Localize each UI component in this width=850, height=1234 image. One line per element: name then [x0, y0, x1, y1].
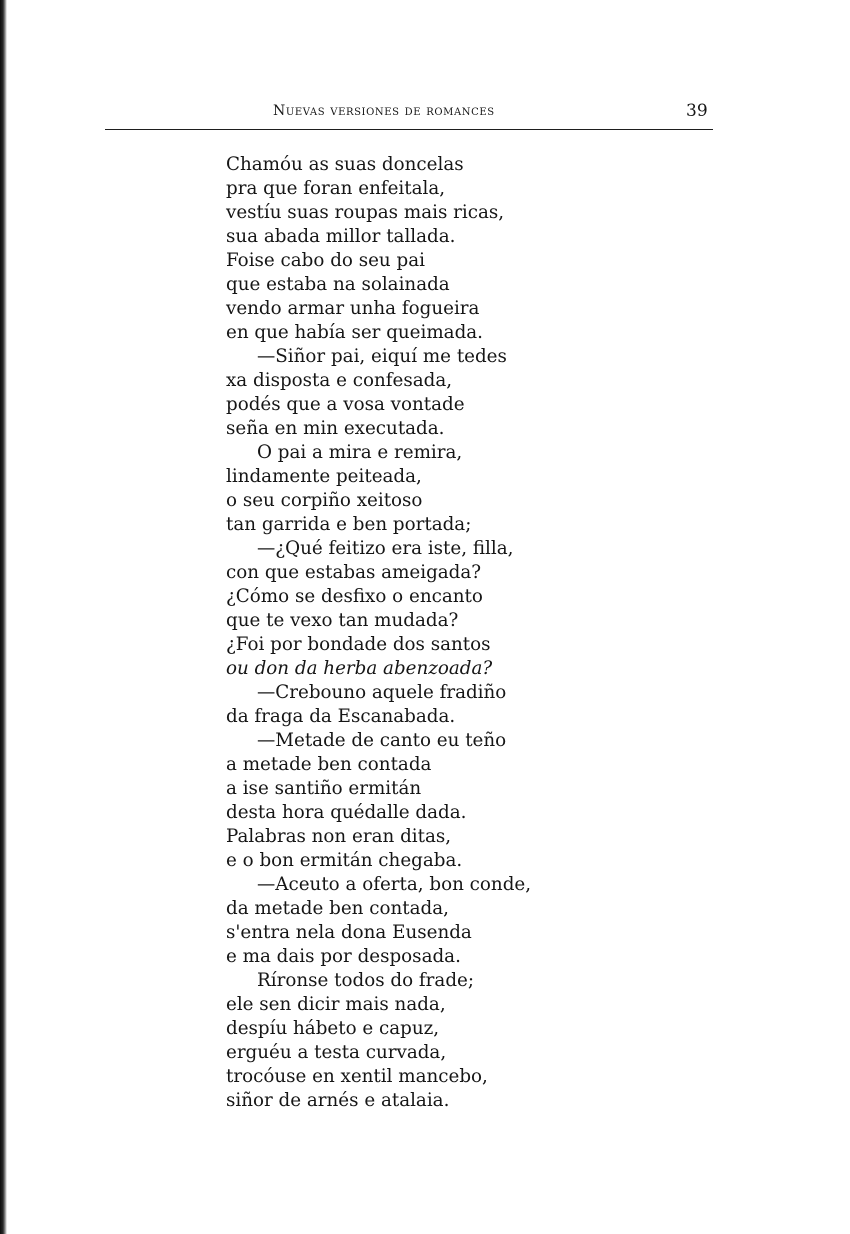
header-rule — [105, 129, 713, 130]
poem-line: desta hora quédalle dada. — [226, 802, 467, 823]
poem-line: da fraga da Escanabada. — [226, 706, 456, 727]
poem-body — [226, 153, 531, 1113]
poem-line: a ise santiño ermitán — [226, 778, 422, 799]
page-binding-edge — [0, 0, 7, 1234]
poem-line: siñor de arnés e atalaia. — [226, 1090, 450, 1111]
poem-line-italic: ou don da herba abenzoada? — [226, 658, 493, 679]
poem-line: xa disposta e confesada, — [226, 370, 453, 391]
poem-line — [226, 657, 531, 681]
poem-line: a metade ben contada — [226, 754, 432, 775]
poem-line: vendo armar unha fogueira — [226, 298, 480, 319]
poem-line: sua abada millor tallada. — [226, 226, 456, 247]
poem-line: en que había ser queimada. — [226, 322, 483, 343]
poem-line: que te vexo tan mudada? — [226, 610, 459, 631]
poem-line: tan garrida e ben portada; — [226, 514, 472, 535]
poem-line: s'entra nela dona Eusenda — [226, 922, 472, 943]
poem-line: podés que a vosa vontade — [226, 394, 465, 415]
poem-line: trocóuse en xentil mancebo, — [226, 1066, 488, 1087]
poem-line: ele sen dicir mais nada, — [226, 994, 446, 1015]
poem-line: e ma dais por desposada. — [226, 946, 461, 967]
poem-line: O pai a mira e remira, — [257, 442, 463, 463]
poem-line: —Siñor pai, eiquí me tedes — [257, 346, 507, 367]
poem-line: lindamente peiteada, — [226, 466, 422, 487]
poem-line: ¿Cómo se desfixo o encanto — [226, 586, 483, 607]
poem-line: —Aceuto a oferta, bon conde, — [257, 874, 532, 895]
poem-line: despíu hábeto e capuz, — [226, 1018, 440, 1039]
poem-line: Ríronse todos do frade; — [257, 970, 475, 991]
poem-line: da metade ben contada, — [226, 898, 449, 919]
poem-line: o seu corpiño xeitoso — [226, 490, 423, 511]
poem-line: —Crebouno aquele fradiño — [257, 682, 507, 703]
page-number: 39 — [686, 101, 708, 121]
poem-line: con que estabas ameigada? — [226, 562, 482, 583]
poem-line: ¿Foi por bondade dos santos — [226, 634, 491, 655]
poem-line: —Metade de canto eu teño — [257, 730, 507, 751]
poem-line: e o bon ermitán chegaba. — [226, 850, 463, 871]
poem-line: Palabras non eran ditas, — [226, 826, 452, 847]
poem-line: pra que foran enfeitala, — [226, 178, 446, 199]
poem-line: que estaba na solainada — [226, 274, 450, 295]
poem-line: seña en min executada. — [226, 418, 445, 439]
poem-line: erguéu a testa curvada, — [226, 1042, 447, 1063]
poem-line: vestíu suas roupas mais ricas, — [226, 202, 505, 223]
poem-line: Foise cabo do seu pai — [226, 250, 425, 271]
poem-line: —¿Qué feitizo era iste, filla, — [257, 538, 514, 559]
running-head-title: Nuevas versiones de romances — [273, 103, 495, 119]
poem-line: Chamóu as suas doncelas — [226, 154, 464, 175]
